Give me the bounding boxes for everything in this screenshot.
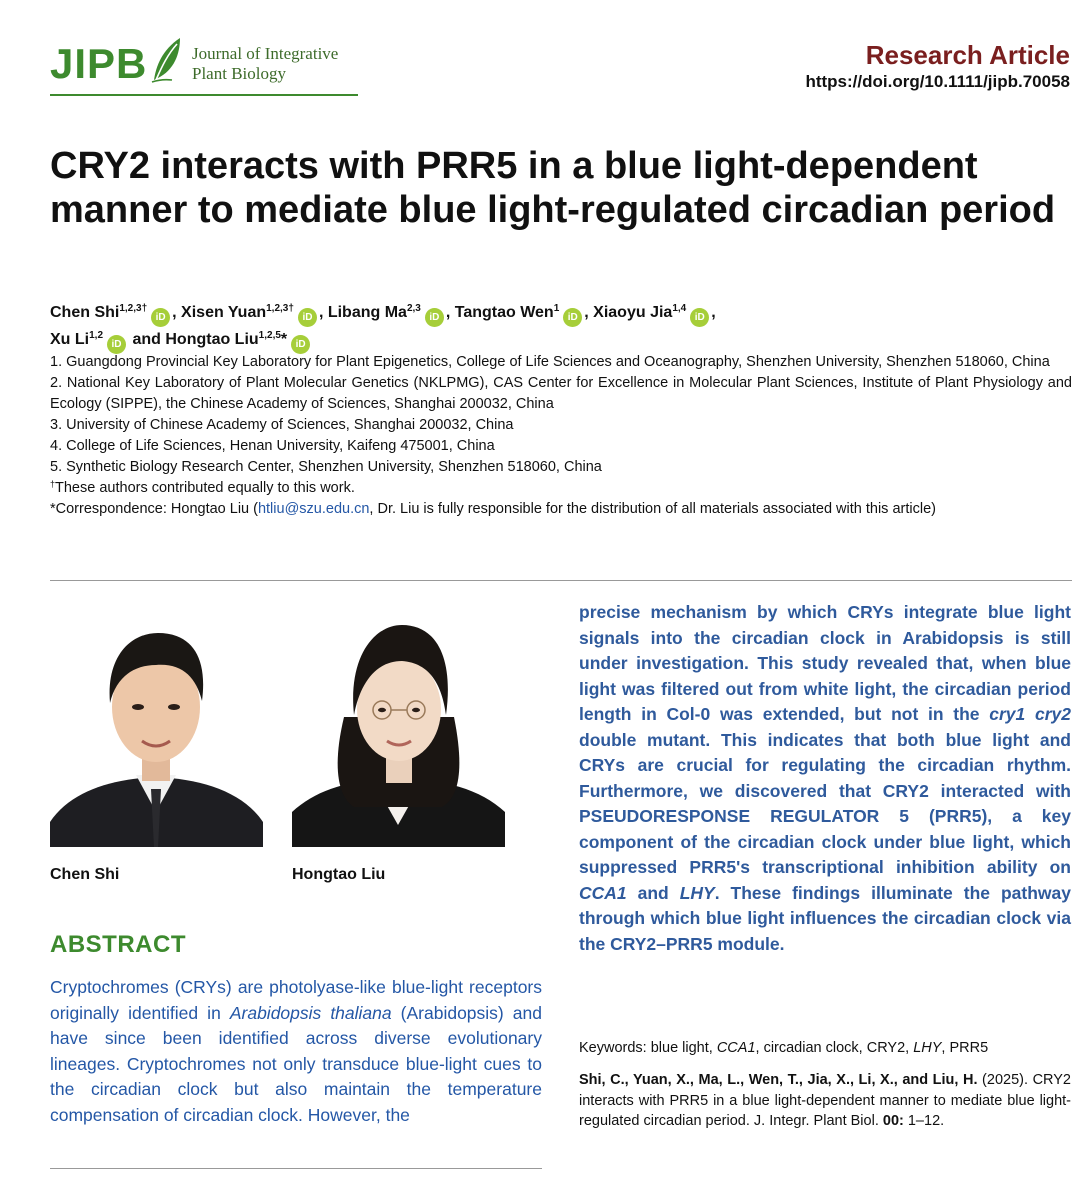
citation-text: (2025). CRY2 interacts with PRR5 in a blue light-dependent manner to mediate blue light-regulated circadian period. J. Integr. Plant Biol.	[579, 1072, 1071, 1129]
author-name[interactable]: Xu Li	[50, 331, 90, 348]
abstract-text: double mutant. This indicates that both blue light and CRYs are crucial for regulating the circadian rhythm. Furthermore, we discovered that CRY2 interacted with PSEUDORESPONSE REGULATOR 5 (PRR5), a key component of the circadian clock under blue light, which suppressed PRR5's transcriptional inhibition ability on	[579, 729, 1071, 877]
author-affiliation-marks: 1,2,3†	[119, 303, 148, 314]
author-affiliation-marks: 1,2,3†	[266, 303, 294, 314]
author-separator: ,	[445, 304, 455, 321]
orcid-icon[interactable]: iD	[291, 335, 310, 354]
citation-volume: 00:	[882, 1113, 904, 1129]
orcid-icon[interactable]: iD	[107, 335, 126, 354]
keywords-text: , circadian clock, CRY2,	[755, 1040, 914, 1056]
author-photo-hongtao-liu	[292, 607, 505, 847]
abstract-text-left	[50, 975, 542, 1128]
leaf-icon	[150, 36, 184, 84]
author-name[interactable]: Xiaoyu Jia	[593, 304, 673, 321]
correspondence-email-link[interactable]: htliu@szu.edu.cn	[257, 501, 370, 517]
author-name[interactable]: Tangtao Wen	[454, 304, 554, 321]
journal-name	[192, 44, 338, 84]
keyword-italic: LHY	[913, 1040, 942, 1056]
author-separator: and	[128, 331, 166, 348]
orcid-icon[interactable]: iD	[563, 308, 582, 327]
citation-authors: Shi, C., Yuan, X., Ma, L., Wen, T., Jia, X., Li, X., and Liu, H.	[579, 1072, 978, 1088]
keywords-text: , PRR5	[941, 1040, 989, 1056]
orcid-icon[interactable]: iD	[151, 308, 170, 327]
orcid-icon[interactable]: iD	[298, 308, 317, 327]
dagger-mark: †	[50, 479, 56, 489]
affiliations	[50, 352, 1072, 520]
affiliation-item: 1. Guangdong Provincial Key Laboratory for Plant Epigenetics, College of Life Sciences and Oceanography, Shenzhen University, Shenzhen 518060, China	[50, 354, 1050, 370]
journal-logo[interactable]	[50, 36, 358, 96]
footer-divider	[50, 1168, 542, 1169]
author-separator: ,	[172, 304, 182, 321]
author-name[interactable]: Hongtao Liu	[165, 331, 259, 348]
author-name[interactable]: Chen Shi	[50, 304, 120, 321]
abstract-italic-term: CCA1	[579, 882, 627, 903]
keywords-text: Keywords: blue light,	[579, 1040, 717, 1056]
photo-caption: Hongtao Liu	[292, 866, 386, 883]
author-separator: ,	[711, 304, 716, 321]
abstract-italic-term: cry1 cry2	[989, 704, 1071, 724]
author-affiliation-marks: 1	[553, 303, 560, 314]
affiliation-item: 2. National Key Laboratory of Plant Molecular Genetics (NKLPMG), CAS Center for Excellence in Molecular Plant Sciences, Institute of Plant Physiology and Ecology (SIPPE), the Chinese Academy of Sciences, Shanghai 200032, China	[50, 375, 1072, 412]
author-photo-chen-shi	[50, 607, 263, 847]
author-separator: ,	[584, 304, 594, 321]
correspondence-prefix: *Correspondence: Hongtao Liu (	[50, 501, 258, 517]
equal-contribution-text: These authors contributed equally to this work.	[55, 480, 355, 496]
correspondence-suffix: , Dr. Liu is fully responsible for the distribution of all materials associated with this article)	[369, 501, 936, 517]
equal-contribution-note	[50, 478, 1072, 499]
journal-name-line1: Journal of Integrative	[192, 44, 339, 63]
author-affiliation-marks: 1,2,5	[258, 330, 281, 341]
corresponding-author-mark: *	[280, 331, 288, 348]
doi-link[interactable]: https://doi.org/10.1111/jipb.70058	[805, 72, 1070, 91]
affiliation-item: 4. College of Life Sciences, Henan University, Kaifeng 475001, China	[50, 438, 495, 454]
abstract-heading: ABSTRACT	[50, 931, 186, 958]
author-separator: ,	[318, 304, 328, 321]
abstract-italic-term: LHY	[679, 882, 715, 903]
abstract-text: and	[626, 882, 680, 903]
author-name[interactable]: Xisen Yuan	[181, 304, 267, 321]
author-name[interactable]: Libang Ma	[327, 304, 407, 321]
keywords	[579, 1038, 1071, 1058]
orcid-icon[interactable]: iD	[425, 308, 444, 327]
abstract-italic-term: Arabidopsis thaliana	[229, 1002, 392, 1023]
author-affiliation-marks: 2,3	[406, 303, 421, 314]
correspondence-note	[50, 499, 1072, 520]
abstract-text: precise mechanism by which CRYs integrate blue light signals into the circadian clock in Arabidopsis is still under investigation. This study revealed that, when blue light was filtered out from white light, the circadian period length in Col-0 was extended, but not in the	[579, 602, 1071, 724]
author-list	[50, 300, 1080, 354]
author-affiliation-marks: 1,2	[89, 330, 104, 341]
affiliation-item: 3. University of Chinese Academy of Sciences, Shanghai 200032, China	[50, 417, 514, 433]
affiliation-item: 5. Synthetic Biology Research Center, Shenzhen University, Shenzhen 518060, China	[50, 459, 602, 475]
logo-wordmark: JIPB	[50, 40, 148, 87]
photo-caption: Chen Shi	[50, 866, 120, 883]
logo-underline	[50, 94, 358, 96]
abstract-text: (Arabidopsis) and have since been identified across diverse evolutionary lineages. Cryptochromes not only transduce blue-light cues to the circadian clock but also maintain the temperature compensation of circadian clock. However, the	[50, 1002, 542, 1125]
abstract-text-right	[579, 600, 1071, 957]
article-type: Research Article	[865, 40, 1070, 70]
author-affiliation-marks: 1,4	[672, 303, 687, 314]
article-title: CRY2 interacts with PRR5 in a blue light-dependent manner to mediate blue light-regulated circadian period	[50, 145, 1056, 231]
abstract-text: . These findings illuminate the pathway through which blue light influences the circadian clock via the CRY2–PRR5 module.	[579, 882, 1071, 954]
citation-pages: 1–12.	[903, 1113, 945, 1129]
keyword-italic: CCA1	[716, 1040, 756, 1056]
journal-name-line2: Plant Biology	[192, 64, 286, 83]
abstract-text: Cryptochromes (CRYs) are photolyase-like blue-light receptors originally identified in	[50, 977, 542, 1023]
section-divider	[50, 580, 1072, 581]
orcid-icon[interactable]: iD	[690, 308, 709, 327]
citation	[579, 1070, 1071, 1132]
